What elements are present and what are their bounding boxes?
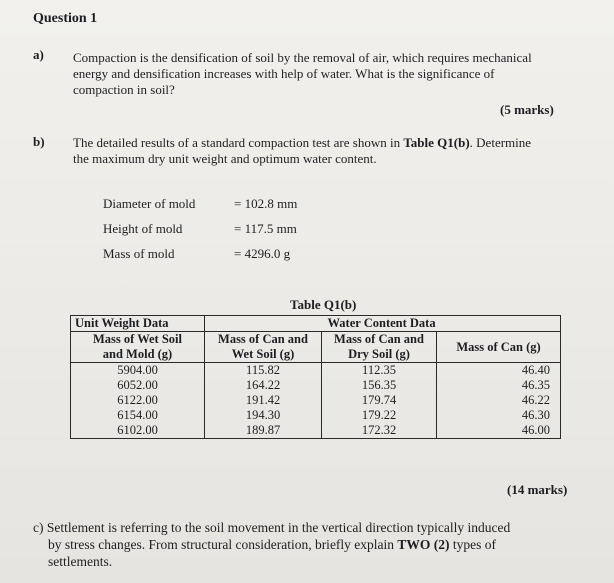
part-a-marks: (5 marks) <box>500 102 554 117</box>
part-a-line: Compaction is the densification of soil by the removal of air, which requires mechanical <box>73 50 532 65</box>
cell-can: 46.30 <box>437 408 561 423</box>
part-c-line-2-end: types of <box>449 537 497 552</box>
part-c-emphasis: TWO (2) <box>397 537 450 552</box>
part-c-line-2-start: by stress changes. From structural consideration, briefly explain <box>48 537 398 552</box>
header-unit-weight-data: Unit Weight Data <box>71 316 205 332</box>
header-water-content-data: Water Content Data <box>322 316 561 332</box>
compaction-results-table <box>70 315 561 439</box>
cell-can-wet: 194.30 <box>205 408 322 423</box>
part-c-text <box>33 519 510 570</box>
part-b-line-1-start: The detailed results of a standard compaction test are shown in <box>73 135 404 150</box>
table-reference: Table Q1(b) <box>403 135 470 150</box>
cell-can-wet: 164.22 <box>205 378 322 393</box>
question-title: Question 1 <box>33 11 98 26</box>
part-c-line-1 <box>33 519 510 536</box>
part-b-line-1-end: . Determine <box>469 135 532 150</box>
header-can-wet-2: Wet Soil (g) <box>205 347 322 363</box>
part-b-marks: (14 marks) <box>507 482 568 497</box>
table-caption: Table Q1(b) <box>290 297 357 312</box>
header-can: Mass of Can (g) <box>437 332 561 363</box>
table-row <box>71 393 561 408</box>
header-can-dry-1: Mass of Can and <box>322 332 437 348</box>
part-c-line-1-text: Settlement is referring to the soil movement in the vertical direction typically induced <box>46 520 511 535</box>
cell-wet-soil-mold: 6102.00 <box>71 423 205 439</box>
cell-can: 46.40 <box>437 363 561 379</box>
spec-diameter-value: = 102.8 mm <box>234 196 298 211</box>
table-row <box>71 378 561 393</box>
cell-can-wet: 189.87 <box>205 423 322 439</box>
cell-can-dry: 172.32 <box>322 423 437 439</box>
spec-diameter-name: Diameter of mold <box>103 196 196 211</box>
cell-can-dry: 179.22 <box>322 408 437 423</box>
cell-can-dry: 179.74 <box>322 393 437 408</box>
part-a-label: a) <box>33 47 44 62</box>
cell-wet-soil-mold: 6122.00 <box>71 393 205 408</box>
table-row <box>71 408 561 423</box>
cell-can-dry: 156.35 <box>322 378 437 393</box>
table-row <box>71 423 561 439</box>
cell-can: 46.00 <box>437 423 561 439</box>
spec-height-name: Height of mold <box>103 221 183 236</box>
part-a-line: energy and densification increases with help of water. What is the significance of <box>73 66 495 81</box>
cell-can: 46.35 <box>437 378 561 393</box>
part-c-line-2 <box>33 536 510 553</box>
spec-mass-value: = 4296.0 g <box>234 246 291 261</box>
cell-can-wet: 115.82 <box>205 363 322 379</box>
spec-height-value: = 117.5 mm <box>234 221 297 236</box>
part-c-line-3: settlements. <box>48 554 113 569</box>
cell-can: 46.22 <box>437 393 561 408</box>
header-wet-soil-mold-2: and Mold (g) <box>71 347 205 363</box>
cell-wet-soil-mold: 5904.00 <box>71 363 205 379</box>
header-can-dry-2: Dry Soil (g) <box>322 347 437 363</box>
part-b-line-2: the maximum dry unit weight and optimum water content. <box>73 151 377 166</box>
part-b-label: b) <box>33 134 45 149</box>
header-blank <box>205 316 322 332</box>
spec-mass-name: Mass of mold <box>103 246 175 261</box>
part-b-line-1 <box>73 135 531 151</box>
cell-wet-soil-mold: 6052.00 <box>71 378 205 393</box>
part-b-text <box>73 135 531 167</box>
cell-can-wet: 191.42 <box>205 393 322 408</box>
cell-wet-soil-mold: 6154.00 <box>71 408 205 423</box>
part-c-label: c) <box>33 520 44 535</box>
table-row <box>71 363 561 379</box>
part-a-text <box>73 50 532 98</box>
cell-can-dry: 112.35 <box>322 363 437 379</box>
header-wet-soil-mold-1: Mass of Wet Soil <box>71 332 205 348</box>
header-can-wet-1: Mass of Can and <box>205 332 322 348</box>
part-a-line: compaction in soil? <box>73 82 175 97</box>
